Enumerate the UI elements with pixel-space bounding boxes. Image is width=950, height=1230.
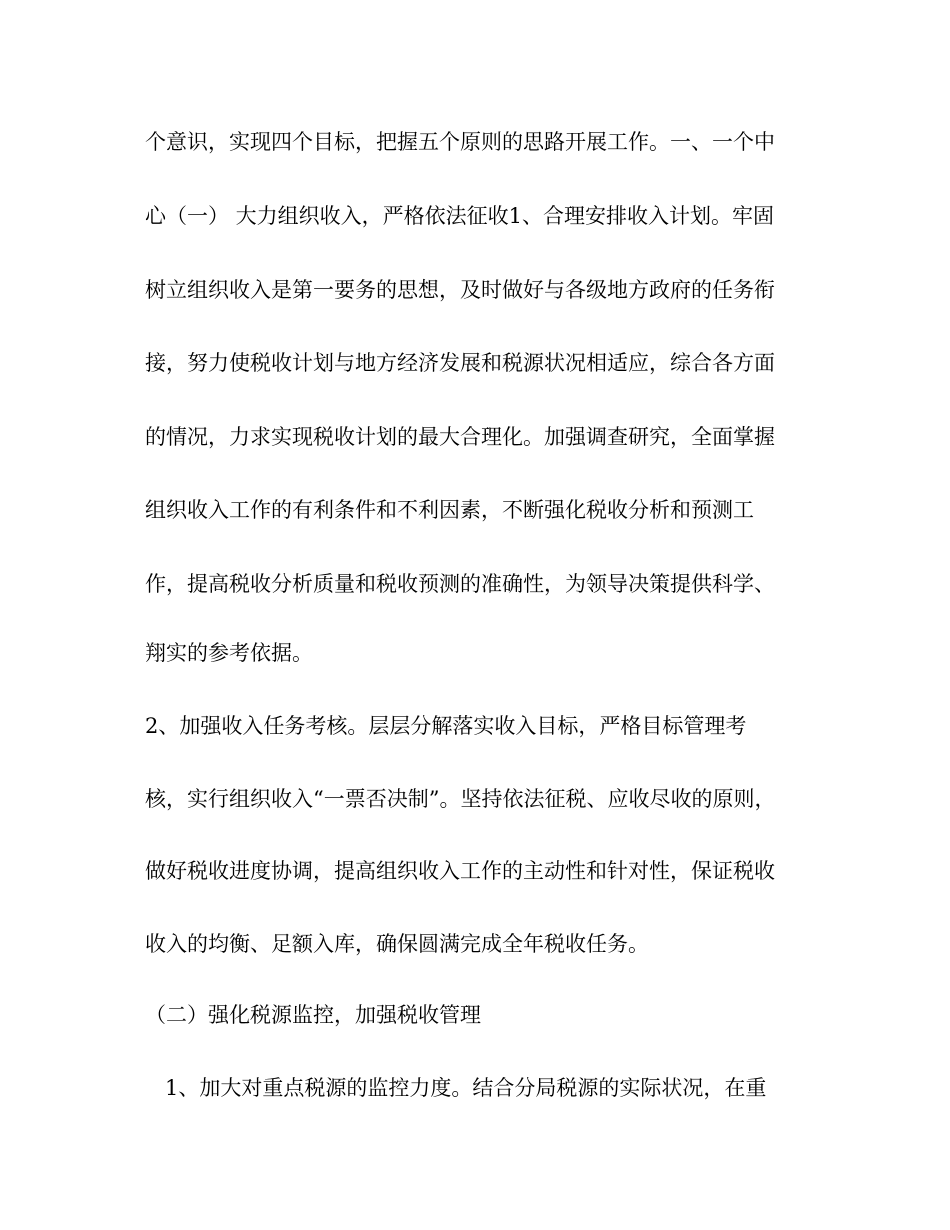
text-line: 做好税收进度协调，提高组织收入工作的主动性和针对性，保证税收 bbox=[145, 859, 775, 883]
text-line: 心（一） 大力组织收入，严格依法征收1、合理安排收入计划。牢固 bbox=[145, 204, 775, 228]
text-line: 个意识，实现四个目标，把握五个原则的思路开展工作。一、一个中 bbox=[145, 130, 775, 154]
text-line: 翔实的参考依据。 bbox=[145, 641, 313, 665]
section-heading: （二）强化税源监控，加强税收管理 bbox=[145, 1003, 481, 1027]
text-line: 作，提高税收分析质量和税收预测的准确性，为领导决策提供科学、 bbox=[145, 572, 775, 596]
text-line: 树立组织收入是第一要务的思想，及时做好与各级地方政府的任务衔 bbox=[145, 278, 775, 302]
text-line: 的情况，力求实现税收计划的最大合理化。加强调查研究，全面掌握 bbox=[145, 425, 775, 449]
text-line: 收入的均衡、足额入库，确保圆满完成全年税收任务。 bbox=[145, 932, 649, 956]
text-line: 核，实行组织收入“一票否决制”。坚持依法征税、应收尽收的原则， bbox=[145, 787, 776, 811]
text-line: 2、加强收入任务考核。层层分解落实收入目标，严格目标管理考 bbox=[145, 714, 747, 738]
text-line: 组织收入工作的有利条件和不利因素，不断强化税收分析和预测工 bbox=[145, 498, 754, 522]
text-line: 接，努力使税收计划与地方经济发展和税源状况相适应，综合各方面 bbox=[145, 351, 775, 375]
text-line: 1、加大对重点税源的监控力度。结合分局税源的实际状况，在重 bbox=[165, 1076, 767, 1100]
